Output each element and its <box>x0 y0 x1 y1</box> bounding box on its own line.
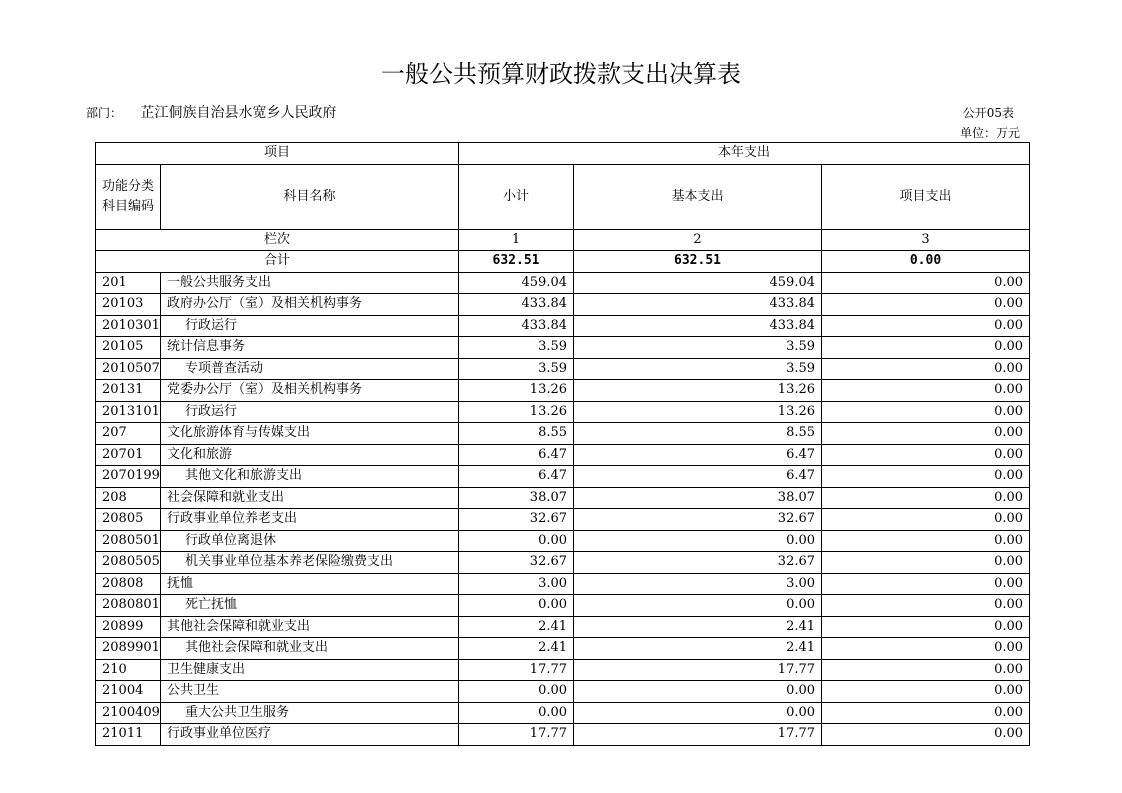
column-index-2: 2 <box>574 229 822 251</box>
row-project: 0.00 <box>822 401 1030 423</box>
row-subtotal: 13.26 <box>459 401 574 423</box>
total-basic: 632.51 <box>574 251 822 273</box>
row-subject-name: 公共卫生 <box>161 681 459 703</box>
row-project: 0.00 <box>822 552 1030 574</box>
table-row <box>96 681 1030 703</box>
row-project: 0.00 <box>822 595 1030 617</box>
row-subject-name: 文化旅游体育与传媒支出 <box>161 423 459 445</box>
row-basic: 0.00 <box>574 702 822 724</box>
table-row <box>96 401 1030 423</box>
row-subtotal: 0.00 <box>459 530 574 552</box>
row-project: 0.00 <box>822 272 1030 294</box>
row-project: 0.00 <box>822 659 1030 681</box>
row-basic: 38.07 <box>574 487 822 509</box>
row-subtotal: 32.67 <box>459 509 574 531</box>
total-label: 合计 <box>96 251 459 273</box>
expenditure-table <box>95 142 1030 746</box>
row-basic: 17.77 <box>574 659 822 681</box>
department-label: 部门： <box>86 106 123 120</box>
table-row <box>96 272 1030 294</box>
row-subject-name: 重大公共卫生服务 <box>161 702 459 724</box>
row-subject-name: 其他文化和旅游支出 <box>161 466 459 488</box>
row-project: 0.00 <box>822 358 1030 380</box>
row-code: 20808 <box>96 573 161 595</box>
row-subject-name: 行政事业单位医疗 <box>161 724 459 746</box>
row-project: 0.00 <box>822 487 1030 509</box>
table-row <box>96 530 1030 552</box>
column-index-1: 1 <box>459 229 574 251</box>
row-subject-name: 机关事业单位基本养老保险缴费支出 <box>161 552 459 574</box>
row-project: 0.00 <box>822 466 1030 488</box>
row-code: 208 <box>96 487 161 509</box>
total-row <box>96 251 1030 273</box>
row-project: 0.00 <box>822 681 1030 703</box>
row-basic: 17.77 <box>574 724 822 746</box>
row-subtotal: 433.84 <box>459 294 574 316</box>
total-project: 0.00 <box>822 251 1030 273</box>
row-project: 0.00 <box>822 509 1030 531</box>
row-project: 0.00 <box>822 444 1030 466</box>
row-project: 0.00 <box>822 638 1030 660</box>
row-code: 2070199 <box>96 466 161 488</box>
row-subtotal: 2.41 <box>459 616 574 638</box>
row-subtotal: 17.77 <box>459 659 574 681</box>
row-subtotal: 433.84 <box>459 315 574 337</box>
row-basic: 3.59 <box>574 358 822 380</box>
row-basic: 0.00 <box>574 681 822 703</box>
header-row-1 <box>96 143 1030 165</box>
row-subtotal: 3.00 <box>459 573 574 595</box>
row-code: 20899 <box>96 616 161 638</box>
row-basic: 459.04 <box>574 272 822 294</box>
row-basic: 13.26 <box>574 380 822 402</box>
row-subtotal: 13.26 <box>459 380 574 402</box>
header-row-2 <box>96 164 1030 229</box>
row-basic: 433.84 <box>574 315 822 337</box>
row-subject-name: 行政运行 <box>161 401 459 423</box>
row-subject-name: 行政事业单位养老支出 <box>161 509 459 531</box>
row-code: 2100409 <box>96 702 161 724</box>
row-project: 0.00 <box>822 315 1030 337</box>
header-basic: 基本支出 <box>574 164 822 229</box>
row-basic: 3.00 <box>574 573 822 595</box>
row-subject-name: 社会保障和就业支出 <box>161 487 459 509</box>
row-project: 0.00 <box>822 573 1030 595</box>
row-code: 20103 <box>96 294 161 316</box>
table-row <box>96 487 1030 509</box>
row-subject-name: 行政运行 <box>161 315 459 337</box>
row-subtotal: 459.04 <box>459 272 574 294</box>
table-row <box>96 466 1030 488</box>
column-index-label: 栏次 <box>96 229 459 251</box>
row-subject-name: 卫生健康支出 <box>161 659 459 681</box>
row-subtotal: 3.59 <box>459 358 574 380</box>
header-project: 项目支出 <box>822 164 1030 229</box>
row-subtotal: 17.77 <box>459 724 574 746</box>
row-subject-name: 党委办公厅（室）及相关机构事务 <box>161 380 459 402</box>
department-line <box>86 102 336 122</box>
header-func-code: 功能分类科目编码 <box>96 164 161 229</box>
row-code: 20105 <box>96 337 161 359</box>
table-row <box>96 595 1030 617</box>
row-code: 2080505 <box>96 552 161 574</box>
table-row <box>96 294 1030 316</box>
row-project: 0.00 <box>822 724 1030 746</box>
row-subtotal: 2.41 <box>459 638 574 660</box>
department-name: 芷江侗族自治县水宽乡人民政府 <box>140 105 337 121</box>
row-code: 2010301 <box>96 315 161 337</box>
row-subtotal: 0.00 <box>459 681 574 703</box>
column-index-row <box>96 229 1030 251</box>
row-subject-name: 行政单位离退休 <box>161 530 459 552</box>
table-row <box>96 337 1030 359</box>
header-subject-name: 科目名称 <box>161 164 459 229</box>
row-subtotal: 0.00 <box>459 595 574 617</box>
row-basic: 3.59 <box>574 337 822 359</box>
row-project: 0.00 <box>822 380 1030 402</box>
row-subtotal: 6.47 <box>459 444 574 466</box>
table-row <box>96 616 1030 638</box>
row-basic: 32.67 <box>574 509 822 531</box>
table-code: 公开05表 <box>962 106 1014 120</box>
unit-label: 单位：万元 <box>959 126 1020 140</box>
row-project: 0.00 <box>822 423 1030 445</box>
page-title: 一般公共预算财政拨款支出决算表 <box>381 60 741 88</box>
row-basic: 2.41 <box>574 616 822 638</box>
row-project: 0.00 <box>822 294 1030 316</box>
row-basic: 2.41 <box>574 638 822 660</box>
row-code: 2013101 <box>96 401 161 423</box>
row-basic: 8.55 <box>574 423 822 445</box>
table-row <box>96 573 1030 595</box>
row-subtotal: 3.59 <box>459 337 574 359</box>
row-basic: 433.84 <box>574 294 822 316</box>
row-subject-name: 其他社会保障和就业支出 <box>161 616 459 638</box>
table-row <box>96 659 1030 681</box>
row-code: 20131 <box>96 380 161 402</box>
row-subject-name: 其他社会保障和就业支出 <box>161 638 459 660</box>
row-code: 201 <box>96 272 161 294</box>
table-row <box>96 509 1030 531</box>
row-subject-name: 抚恤 <box>161 573 459 595</box>
header-current-year: 本年支出 <box>459 143 1030 165</box>
row-subtotal: 32.67 <box>459 552 574 574</box>
row-subject-name: 一般公共服务支出 <box>161 272 459 294</box>
row-subject-name: 文化和旅游 <box>161 444 459 466</box>
row-code: 2080801 <box>96 595 161 617</box>
table-row <box>96 315 1030 337</box>
table-row <box>96 702 1030 724</box>
row-subject-name: 政府办公厅（室）及相关机构事务 <box>161 294 459 316</box>
row-subtotal: 0.00 <box>459 702 574 724</box>
header-subtotal: 小计 <box>459 164 574 229</box>
table-row <box>96 724 1030 746</box>
row-subtotal: 38.07 <box>459 487 574 509</box>
table-row <box>96 423 1030 445</box>
header-item: 项目 <box>96 143 459 165</box>
row-code: 2010507 <box>96 358 161 380</box>
table-row <box>96 638 1030 660</box>
row-code: 2080501 <box>96 530 161 552</box>
row-subject-name: 死亡抚恤 <box>161 595 459 617</box>
row-basic: 13.26 <box>574 401 822 423</box>
row-code: 20805 <box>96 509 161 531</box>
row-project: 0.00 <box>822 530 1030 552</box>
row-subject-name: 专项普查活动 <box>161 358 459 380</box>
row-project: 0.00 <box>822 616 1030 638</box>
table-row <box>96 358 1030 380</box>
row-basic: 6.47 <box>574 466 822 488</box>
row-basic: 0.00 <box>574 530 822 552</box>
row-code: 210 <box>96 659 161 681</box>
row-subject-name: 统计信息事务 <box>161 337 459 359</box>
row-basic: 0.00 <box>574 595 822 617</box>
table-row <box>96 444 1030 466</box>
table-row <box>96 552 1030 574</box>
row-basic: 32.67 <box>574 552 822 574</box>
row-subtotal: 8.55 <box>459 423 574 445</box>
row-subtotal: 6.47 <box>459 466 574 488</box>
row-project: 0.00 <box>822 702 1030 724</box>
row-code: 21011 <box>96 724 161 746</box>
row-project: 0.00 <box>822 337 1030 359</box>
row-code: 21004 <box>96 681 161 703</box>
row-basic: 6.47 <box>574 444 822 466</box>
column-index-3: 3 <box>822 229 1030 251</box>
row-code: 2089901 <box>96 638 161 660</box>
row-code: 207 <box>96 423 161 445</box>
total-subtotal: 632.51 <box>459 251 574 273</box>
row-code: 20701 <box>96 444 161 466</box>
table-row <box>96 380 1030 402</box>
